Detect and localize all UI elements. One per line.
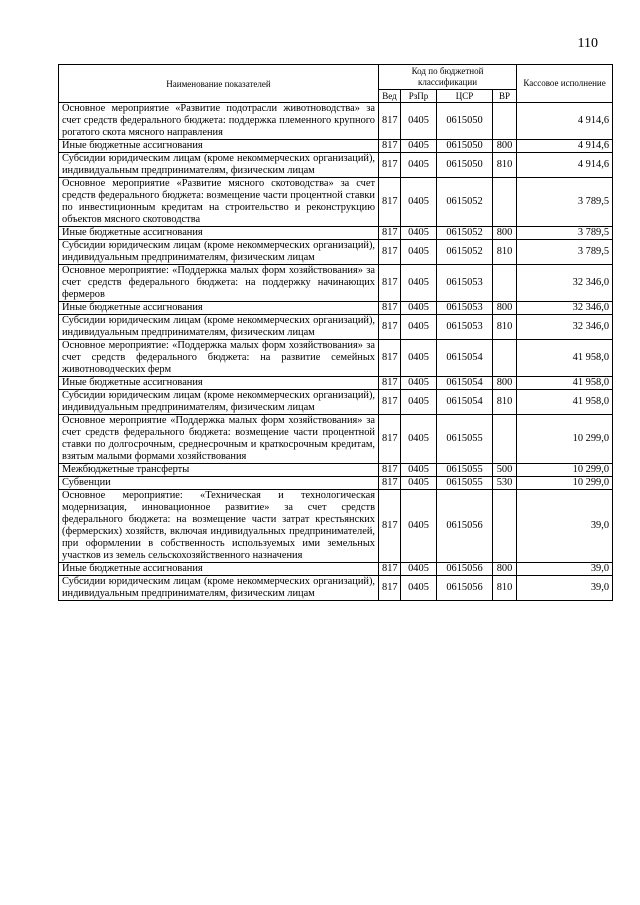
cell-rzpr-code: 0405: [401, 302, 437, 315]
table-row: [59, 390, 613, 415]
cell-csr-code: 0615052: [437, 240, 493, 265]
cell-ved-code: 817: [379, 178, 401, 227]
cell-vr-code: 530: [493, 477, 517, 490]
cell-indicator-name: Субсидии юридическим лицам (кроме некоммерческих организаций), индивидуальным предпринимателям, физическим лицам: [59, 153, 379, 178]
cell-indicator-name: Иные бюджетные ассигнования: [59, 302, 379, 315]
cell-amount: 32 346,0: [517, 315, 613, 340]
cell-amount: 4 914,6: [517, 153, 613, 178]
cell-ved-code: 817: [379, 563, 401, 576]
cell-indicator-name: Основное мероприятие «Развитие мясного скотоводства» за счет средств федерального бюджета: возмещение части процентной ставки по инвестиционным кредитам на строительство и реконструкцию объектов мясного скотоводства: [59, 178, 379, 227]
cell-vr-code: 810: [493, 315, 517, 340]
cell-ved-code: 817: [379, 227, 401, 240]
cell-rzpr-code: 0405: [401, 265, 437, 302]
cell-amount: 41 958,0: [517, 340, 613, 377]
cell-ved-code: 817: [379, 377, 401, 390]
cell-amount: 39,0: [517, 576, 613, 601]
cell-csr-code: 0615050: [437, 140, 493, 153]
cell-rzpr-code: 0405: [401, 477, 437, 490]
cell-rzpr-code: 0405: [401, 340, 437, 377]
cell-rzpr-code: 0405: [401, 103, 437, 140]
cell-amount: 10 299,0: [517, 415, 613, 464]
cell-vr-code: 500: [493, 464, 517, 477]
cell-ved-code: 817: [379, 140, 401, 153]
cell-rzpr-code: 0405: [401, 227, 437, 240]
cell-vr-code: 800: [493, 302, 517, 315]
cell-amount: 10 299,0: [517, 464, 613, 477]
header-rzpr: РзПр: [401, 90, 437, 103]
table-row: [59, 153, 613, 178]
cell-ved-code: 817: [379, 302, 401, 315]
table-row: [59, 302, 613, 315]
cell-amount: 3 789,5: [517, 227, 613, 240]
cell-rzpr-code: 0405: [401, 415, 437, 464]
table-row: [59, 563, 613, 576]
cell-ved-code: 817: [379, 153, 401, 178]
cell-ved-code: 817: [379, 340, 401, 377]
cell-ved-code: 817: [379, 240, 401, 265]
cell-indicator-name: Субсидии юридическим лицам (кроме некоммерческих организаций), индивидуальным предпринимателям, физическим лицам: [59, 390, 379, 415]
table-row: [59, 103, 613, 140]
cell-csr-code: 0615055: [437, 415, 493, 464]
budget-execution-table: [58, 64, 613, 601]
header-amount: Кассовое исполнение: [517, 65, 613, 103]
cell-rzpr-code: 0405: [401, 490, 437, 563]
table-row: [59, 178, 613, 227]
cell-amount: 4 914,6: [517, 103, 613, 140]
cell-ved-code: 817: [379, 490, 401, 563]
cell-vr-code: 800: [493, 377, 517, 390]
cell-ved-code: 817: [379, 477, 401, 490]
cell-indicator-name: Иные бюджетные ассигнования: [59, 563, 379, 576]
cell-csr-code: 0615052: [437, 227, 493, 240]
cell-rzpr-code: 0405: [401, 240, 437, 265]
cell-vr-code: 800: [493, 227, 517, 240]
cell-csr-code: 0615054: [437, 340, 493, 377]
cell-indicator-name: Иные бюджетные ассигнования: [59, 140, 379, 153]
cell-rzpr-code: 0405: [401, 563, 437, 576]
table-row: [59, 477, 613, 490]
cell-vr-code: 810: [493, 390, 517, 415]
header-name: Наименование показателей: [59, 65, 379, 103]
cell-indicator-name: Субсидии юридическим лицам (кроме некоммерческих организаций), индивидуальным предпринимателям, физическим лицам: [59, 315, 379, 340]
cell-indicator-name: Иные бюджетные ассигнования: [59, 377, 379, 390]
cell-indicator-name: Основное мероприятие: «Поддержка малых форм хозяйствования» за счет средств федерального бюджета: на поддержку начинающих фермеров: [59, 265, 379, 302]
cell-vr-code: [493, 490, 517, 563]
cell-vr-code: 810: [493, 153, 517, 178]
header-ved: Вед: [379, 90, 401, 103]
cell-amount: 39,0: [517, 563, 613, 576]
table-row: [59, 415, 613, 464]
cell-indicator-name: Иные бюджетные ассигнования: [59, 227, 379, 240]
cell-vr-code: [493, 265, 517, 302]
table-row: [59, 490, 613, 563]
cell-vr-code: 810: [493, 576, 517, 601]
cell-amount: 32 346,0: [517, 265, 613, 302]
cell-amount: 3 789,5: [517, 240, 613, 265]
cell-ved-code: 817: [379, 415, 401, 464]
cell-csr-code: 0615052: [437, 178, 493, 227]
header-csr: ЦСР: [437, 90, 493, 103]
table-body: [59, 103, 613, 601]
cell-csr-code: 0615055: [437, 477, 493, 490]
cell-ved-code: 817: [379, 103, 401, 140]
cell-rzpr-code: 0405: [401, 140, 437, 153]
cell-rzpr-code: 0405: [401, 464, 437, 477]
header-vr: ВР: [493, 90, 517, 103]
cell-amount: 32 346,0: [517, 302, 613, 315]
cell-vr-code: 800: [493, 140, 517, 153]
cell-ved-code: 817: [379, 464, 401, 477]
cell-vr-code: 810: [493, 240, 517, 265]
cell-indicator-name: Основное мероприятие «Развитие подотрасли животноводства» за счет средств федерального бюджета: поддержка племенного крупного рогатого скота мясного направления: [59, 103, 379, 140]
cell-csr-code: 0615053: [437, 315, 493, 340]
cell-csr-code: 0615050: [437, 153, 493, 178]
cell-rzpr-code: 0405: [401, 315, 437, 340]
table-row: [59, 576, 613, 601]
cell-csr-code: 0615056: [437, 576, 493, 601]
table-row: [59, 377, 613, 390]
cell-amount: 39,0: [517, 490, 613, 563]
table-row: [59, 265, 613, 302]
cell-indicator-name: Субсидии юридическим лицам (кроме некоммерческих организаций), индивидуальным предпринимателям, физическим лицам: [59, 240, 379, 265]
cell-csr-code: 0615056: [437, 490, 493, 563]
cell-csr-code: 0615053: [437, 302, 493, 315]
cell-indicator-name: Основное мероприятие «Поддержка малых форм хозяйствования» за счет средств федерального бюджета: возмещение части процентной ставки по долгосрочным, среднесрочным и краткосрочным кредитам, взятым малыми формами хозяйствования: [59, 415, 379, 464]
table-row: [59, 240, 613, 265]
table-row: [59, 140, 613, 153]
cell-csr-code: 0615054: [437, 390, 493, 415]
cell-indicator-name: Субвенции: [59, 477, 379, 490]
cell-vr-code: [493, 178, 517, 227]
cell-ved-code: 817: [379, 390, 401, 415]
cell-vr-code: [493, 103, 517, 140]
cell-amount: 10 299,0: [517, 477, 613, 490]
table-row: [59, 315, 613, 340]
cell-rzpr-code: 0405: [401, 178, 437, 227]
table-row: [59, 464, 613, 477]
cell-csr-code: 0615050: [437, 103, 493, 140]
cell-rzpr-code: 0405: [401, 576, 437, 601]
cell-ved-code: 817: [379, 576, 401, 601]
cell-amount: 41 958,0: [517, 390, 613, 415]
header-code-group: Код по бюджетной классификации: [379, 65, 517, 90]
cell-vr-code: 800: [493, 563, 517, 576]
cell-amount: 41 958,0: [517, 377, 613, 390]
cell-indicator-name: Основное мероприятие: «Поддержка малых форм хозяйствования» за счет средств федерального бюджета: на развитие семейных животноводческих ферм: [59, 340, 379, 377]
cell-rzpr-code: 0405: [401, 390, 437, 415]
table-row: [59, 340, 613, 377]
cell-vr-code: [493, 415, 517, 464]
cell-csr-code: 0615055: [437, 464, 493, 477]
cell-csr-code: 0615053: [437, 265, 493, 302]
cell-vr-code: [493, 340, 517, 377]
cell-csr-code: 0615056: [437, 563, 493, 576]
cell-indicator-name: Межбюджетные трансферты: [59, 464, 379, 477]
page-number: 110: [577, 36, 598, 51]
cell-indicator-name: Субсидии юридическим лицам (кроме некоммерческих организаций), индивидуальным предпринимателям, физическим лицам: [59, 576, 379, 601]
cell-rzpr-code: 0405: [401, 377, 437, 390]
cell-amount: 4 914,6: [517, 140, 613, 153]
cell-csr-code: 0615054: [437, 377, 493, 390]
cell-ved-code: 817: [379, 265, 401, 302]
cell-indicator-name: Основное мероприятие: «Техническая и технологическая модернизация, инновационное развитие» за счет средств федерального бюджета: на возмещение части затрат крестьянских (фермерских) хозяйств, включая индивидуальных предпринимателей, при оформлении в собственность используемых ими земельных участков из земель сельскохозяйственного назначения: [59, 490, 379, 563]
table-row: [59, 227, 613, 240]
cell-ved-code: 817: [379, 315, 401, 340]
cell-rzpr-code: 0405: [401, 153, 437, 178]
cell-amount: 3 789,5: [517, 178, 613, 227]
